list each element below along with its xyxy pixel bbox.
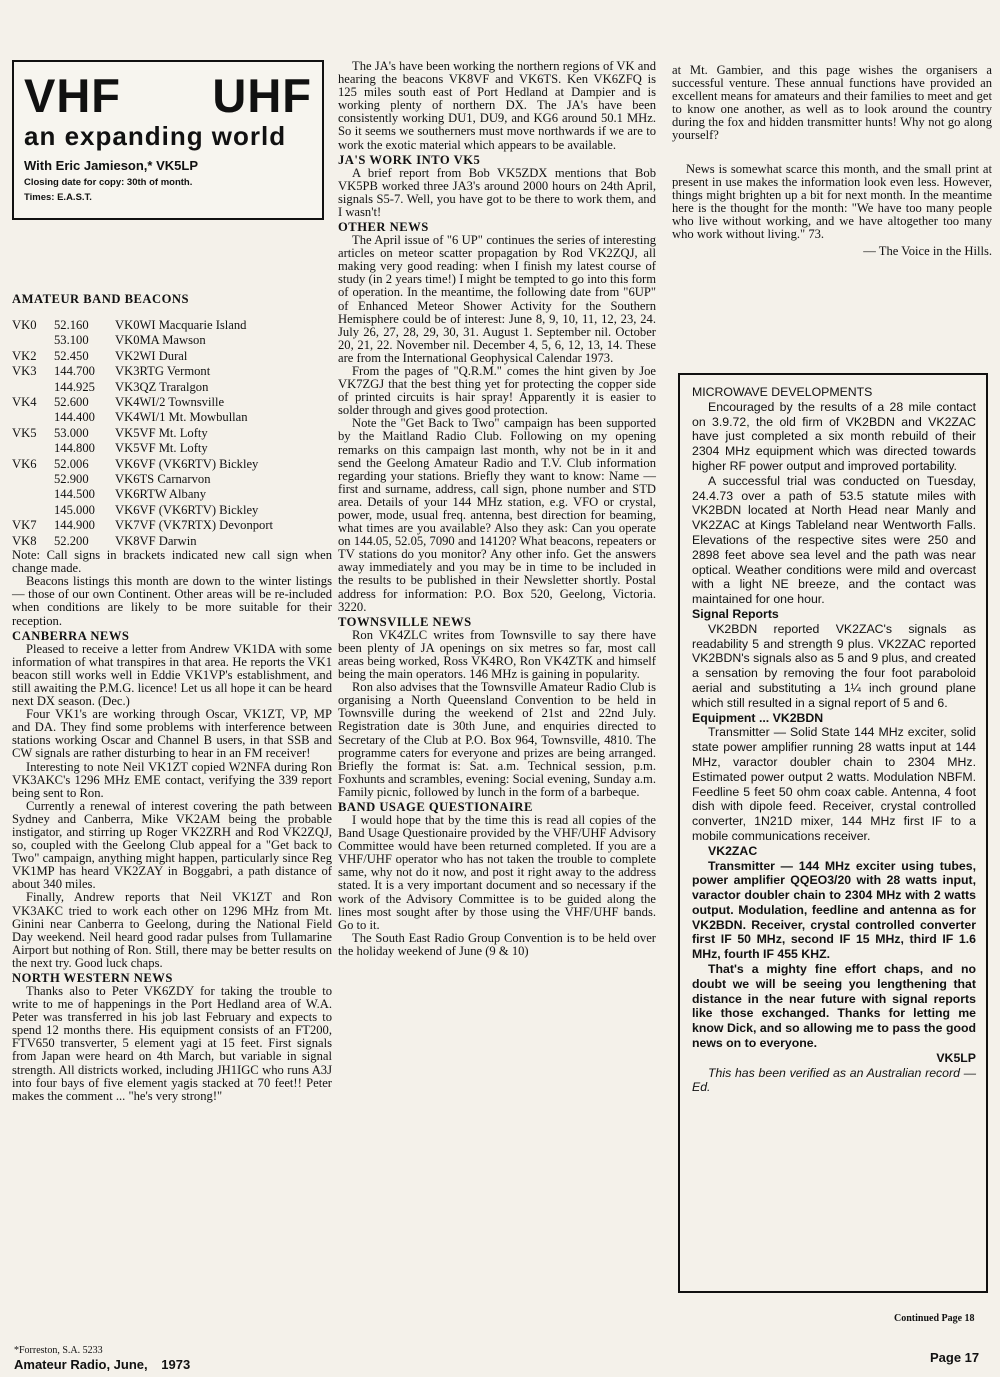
microwave-developments-box: [678, 373, 988, 1293]
beacon-area: [12, 441, 54, 456]
beacon-frequency: 144.925: [54, 379, 95, 394]
beacon-station: VK2WI Dural: [115, 348, 188, 363]
beacon-area: [12, 503, 54, 518]
northwest-paragraph-1: Thanks also to Peter VK6ZDY for taking the trouble to write to me of happenings in the Port Hedland area of W.A. Peter was transferred in his job last February and expects to spend 12 months there. His equipment consists of an FT200, FTV650 transverter, 5 element yagi at 15 feet. First signals from Japan were heard on 4th March, but variable in signal strength. All districts worked, including JH1IGC who runs A3J into four bays of five element yagis stacked at 70 feet!! Peter makes the comment ... "he's very strong!": [12, 984, 332, 1103]
beacon-area: [12, 410, 54, 425]
microwave-paragraph-5: Transmitter — 144 MHz exciter using tubes, power amplifier QQEO3/20 with 28 watts input, varactor doubler chain to 2304 MHz with 2 watts output. Modulation, feedline and antenna as for VK2BDN. Receiver, crystal controlled converter first IF 50 MHz, second IF 15 MHz, third IF 1.6 MHz, fourth IF 455 KHZ.: [692, 858, 976, 962]
beacon-frequency: 52.160: [54, 318, 89, 332]
beacon-station: VK4WI/2 Townsville: [115, 395, 225, 410]
microwave-paragraph-6: That's a mighty fine effort chaps, and no doubt we will be seeing you lengthening that distance in the near future with signal reports like those exchanged. Thanks for letting me know Dick, and so allowing me to pass the good news on to everyone.: [692, 962, 976, 1051]
masthead-closing-date: Closing date for copy: 30th of month.: [24, 177, 193, 188]
beacon-area: VK8: [12, 533, 37, 548]
beacon-station: VK3QZ Traralgon: [115, 379, 209, 394]
masthead-byline: With Eric Jamieson,* VK5LP: [24, 158, 198, 173]
beacon-station: VK8VF Darwin: [115, 533, 197, 548]
beacon-area: [12, 380, 54, 395]
beacon-row: [12, 457, 332, 472]
beacon-frequency: 52.200: [54, 533, 89, 548]
col2-paragraph-7: I would hope that by the time this is read all copies of the Band Usage Questionaire provided by the VHF/UHF Advisory Committee would have been returned completed. If you are a VHF/UHF operator who has not taken the trouble to complete same, why not do it now, and post it right away to the address stated. It is a very important document and so necessary if the work of the Advisory Committee is to be guided along the lines most sought after by those using the VHF/UHF bands. Go to it.: [338, 812, 656, 932]
masthead-times: Times: E.A.S.T.: [24, 192, 92, 203]
microwave-paragraph-4: Transmitter — Solid State 144 MHz exciter, solid state power amplifier running 28 watts input at 144 MHz, varactor doubler chain to 2304 MHz. Estimated power output 2 watts. Modulation NBFM. Feedline 5 feet 50 ohm coax cable. Antenna, 4 foot dish with dipole feed. Receiver, crystal controlled converter, 1N21D mixer, 144 MHz first IF to a mobile communications receiver.: [692, 725, 976, 843]
beacon-station: VK4WI/1 Mt. Mowbullan: [115, 410, 248, 425]
beacon-area: VK4: [12, 395, 37, 410]
footer-publication: Amateur Radio, June,: [14, 1357, 148, 1372]
townsville-heading: TOWNSVILLE NEWS: [338, 614, 472, 629]
footer-year: 1973: [161, 1357, 191, 1372]
col2-paragraph-2: The April issue of "6 UP" continues the series of interesting articles on meteor scatter propagation by Rod VK2ZQJ, all making very good reading: when I finish my latest course of study (in 2 years time!) I might be tempted to go into this form of operation. In the meantime, the following date from "6UP" of Enhanced Meteor Shower Activity for the Southern Hemisphere could be of interest: June 8, 9, 10, 11, 12, 23, 24. July 26, 27, 28, 29, 30, 31. August 1. September nil. October 20, 21, 22. November nil. December 4, 5, 6, 12, 13, 14. These are from the International Geophysical Calendar 1973.: [338, 233, 656, 365]
beacon-frequency: 52.450: [54, 348, 89, 363]
canberra-paragraph-1: Pleased to receive a letter from Andrew VK1DA with some information of what transpires in that area. He reports the VK1 beacon still works well in Eddie VK1VP's establishment, and still awaiting the P.M.G. licence! Let us all hope it can be heard next DX season. (Dec.): [12, 641, 332, 709]
column-2: [338, 60, 656, 958]
beacon-area: VK0: [12, 318, 37, 332]
beacon-station: VK3RTG Vermont: [115, 364, 211, 379]
col2-paragraph-0: The JA's have been working the northern regions of VK and hearing the beacons VK8VF and VK6TS. Ken VK6ZFQ is 125 miles south east of Port Hedland at Dampier and is working plenty of northern DX. The JA's have been consistently working DU1, DU9, and KG6 around 50.1 MHz. So it seems we southerners must move northwards if we are to work the exotic material which appears to be available.: [338, 59, 656, 152]
microwave-signature: VK5LP: [936, 1050, 976, 1065]
microwave-paragraph-1: Encouraged by the results of a 28 mile contact on 3.9.72, the old firm of VK2BDN and VK2ZAC have just completed a six month rebuild of their 2304 MHz equipment which was directed towards higher RF power output and improved portability.: [692, 399, 976, 473]
beacon-table: [12, 318, 332, 549]
column-3: [672, 64, 992, 258]
beacons-heading: AMATEUR BAND BEACONS: [12, 292, 189, 306]
beacon-row: [12, 380, 332, 395]
beacon-frequency: 144.400: [54, 410, 95, 425]
beacon-frequency: 52.600: [54, 395, 89, 410]
col2-paragraph-5: Ron VK4ZLC writes from Townsville to say there have been plenty of JA openings on six metres so far, most call areas being worked, Ross VK4RO, Ron VK4ZTK and himself being the main operators. 146 MHz is gaining in popularity.: [338, 627, 656, 682]
beacons-paragraph: Beacons listings this month are down to the winter listings — those of our own Continent. Other areas will be re-included when conditions are likely to be more suitable for their reception.: [12, 574, 332, 628]
beacon-area: VK5: [12, 425, 37, 440]
editor-note: This has been verified as an Australian record — Ed.: [692, 1065, 976, 1095]
canberra-paragraph-2: Four VK1's are working through Oscar, VK1ZT, VP, MP and DA. They find some problems with interference between stations working Oscar and Channel B users, in that SSB and CW signals are rather disturbing to hear in an FM receiver!: [12, 707, 332, 761]
footer-publication-line: [14, 1357, 190, 1372]
col2-paragraph-1: A brief report from Bob VK5ZDX mentions that Bob VK5PB worked three JA3's around 2000 hours on 24th April, signals S5-7. Well, you have got to be there to work them, and I wasn't!: [338, 165, 656, 219]
beacons-section: [12, 549, 332, 1103]
beacon-area: VK7: [12, 518, 37, 533]
canberra-paragraph-3: Interesting to note Neil VK1ZT copied W2NFA during Ron VK3AKC's 1296 MHz EME contact, verifying the 339 report being sent to Ron.: [12, 759, 332, 800]
band-usage-heading: BAND USAGE QUESTIONAIRE: [338, 799, 533, 814]
northwest-heading: NORTH WESTERN NEWS: [12, 971, 173, 985]
beacon-row: [12, 410, 332, 425]
col2-paragraph-8: The South East Radio Group Convention is to be held over the holiday weekend of June (9 & 10): [338, 930, 656, 958]
masthead-title-vhf: VHF: [24, 69, 121, 122]
beacon-row: [12, 333, 332, 348]
beacon-frequency: 53.000: [54, 425, 89, 440]
beacon-station: VK7VF (VK7RTX) Devonport: [115, 518, 274, 533]
beacon-area: [12, 333, 54, 348]
beacon-row: [12, 503, 332, 518]
beacon-area: [12, 487, 54, 502]
beacon-frequency: 53.100: [54, 333, 89, 348]
col2-paragraph-4: Note the "Get Back to Two" campaign has been supported by the Maitland Radio Club. Following on my opening remarks on this campaign last month, why not be in it and send the Geelong Amateur Radio and T.V. Club information regarding your stations. Briefly they want to know: Name — first and surname, address, call sign, phone number and STD area. Details of your 144 MHz station, e.g. VFO or crystal, power, mode, usual freq. antenna, best direction for beaming, what times are you available? Also they ask: Can you operate on 144.05, 52.05, 7090 and 14120? What beacons, repeaters or TV stations do you monitor? Any other info. Get the answers away immediately and you may be in time to be included in the results to be published in their Newsletter shortly. Postal address for information: P.O. Box 520, Geelong, Victoria. 3220.: [338, 416, 656, 614]
beacon-area: VK2: [12, 348, 37, 363]
microwave-paragraph-3: VK2BDN reported VK2ZAC's signals as readability 5 and strength 9 plus. VK2ZAC reported VK2BDN's signals also as 5 and 9 plus, and created a sensation by removing the four foot paraboloid aerial and substituting a 1¼ inch ground plane which still resulted in a signal report of 5 and 6.: [692, 621, 976, 710]
beacon-row: [12, 487, 332, 502]
beacon-area: VK6: [12, 456, 37, 471]
beacon-station: VK6RTW Albany: [115, 487, 207, 502]
other-news-heading: OTHER NEWS: [338, 220, 429, 235]
beacon-row: [12, 426, 332, 441]
masthead-box: [12, 60, 324, 220]
beacon-frequency: 144.700: [54, 364, 95, 379]
masthead-title-uhf: UHF: [212, 69, 312, 122]
canberra-heading: CANBERRA NEWS: [12, 628, 130, 643]
beacons-note: Note: Call signs in brackets indicated new call sign when change made.: [12, 548, 332, 576]
beacon-area: [12, 472, 54, 487]
beacon-row: [12, 349, 332, 364]
beacon-frequency: 144.900: [54, 518, 95, 533]
page-number: Page 17: [930, 1350, 980, 1365]
beacon-row: [12, 441, 332, 456]
column-1: [12, 291, 332, 1103]
beacon-row: [12, 472, 332, 487]
beacon-row: [12, 364, 332, 379]
col2-paragraph-3: From the pages of "Q.R.M." comes the hint given by Joe VK7ZGJ that the best thing yet for protecting the copper side of printed circuits is hair spray! Apparently it is easier to solder through and gives good protection.: [338, 363, 656, 418]
beacon-row: [12, 518, 332, 533]
vk2zac-heading: VK2ZAC: [708, 843, 758, 858]
beacon-station: VK5VF Mt. Lofty: [115, 441, 208, 456]
signal-reports-heading: Signal Reports: [692, 606, 779, 621]
beacon-frequency: 145.000: [54, 502, 95, 517]
beacon-row: [12, 318, 332, 333]
beacon-row: [12, 395, 332, 410]
microwave-heading: MICROWAVE DEVELOPMENTS: [692, 385, 873, 399]
beacon-station: VK0WI Macquarie Island: [115, 318, 247, 332]
canberra-paragraph-4: Currently a renewal of interest covering the path between Sydney and Canberra, Mike VK2AM being the probable instigator, and stirring up Roger VK2ZRH and Rod VK2ZQJ, so, coupled with the Geelong Club appeal for a "Get back to Two" campaign, anything might happen, particularly since Reg VK1MP has heard VK2ZAY in Boggabri, a path distance of about 340 miles.: [12, 798, 332, 892]
beacon-station: VK6TS Carnarvon: [115, 472, 211, 487]
beacon-frequency: 52.900: [54, 472, 89, 487]
beacon-station: VK0MA Mawson: [115, 333, 206, 348]
microwave-paragraph-2: A successful trial was conducted on Tuesday, 24.4.73 over a path of 53.5 statute miles with VK2BDN located at North Head near Manly and VK2ZAC at Kings Tableland near Wentworth Falls. Elevations of the respective sites were 250 and 2898 feet above sea level and the path was near optical. Weather conditions were mild and overcast with a light NE breeze, and the contact was maintained for one hour.: [692, 473, 976, 607]
footnote: *Forreston, S.A. 5233: [14, 1345, 103, 1356]
beacon-frequency: 144.500: [54, 487, 95, 502]
equipment-vk2bdn-heading: Equipment ... VK2BDN: [692, 710, 824, 725]
beacon-area: VK3: [12, 364, 37, 379]
beacon-frequency: 52.006: [54, 456, 89, 471]
beacon-row: [12, 534, 332, 549]
beacon-frequency: 144.800: [54, 441, 95, 456]
beacon-station: VK6VF (VK6RTV) Bickley: [115, 502, 259, 517]
col3-paragraph-2: News is somewhat scarce this month, and the small print at present in use makes the information look even less. However, things might brighten up a bit for next month. In the meantime here is the thought for the month: "We have too many people who live without working, and we have altogether too many who work without living." 73.: [672, 161, 992, 242]
masthead-title: [24, 69, 312, 122]
col2-paragraph-6: Ron also advises that the Townsville Amateur Radio Club is organising a North Queensland Convention to be held in Townsville during the weekend of 21st and 22nd July. Registration date is 30th June, and enquiries directed to Secretary of the Club at P.O. Box 964, Townsville, 4810. The programme caters for everyone and prizes are being arranged. Briefly the format is: Sat. a.m. Technical session, p.m. Foxhunts and scrambles, evening: Social evening, Sunday a.m. Family picnic, followed by lunch in the form of a barbeque.: [338, 680, 656, 799]
canberra-paragraph-5: Finally, Andrew reports that Neil VK1ZT and Ron VK3AKC tried to work each other on 1296 MHz from Mt. Ginini near Canberra to Geelong, during the National Field Day weekend. Neil heard good radar pulses from Tullamarine Airport but nothing of Ron. Still, there may be better results on the next try. Good luck chaps.: [12, 890, 332, 970]
masthead-subtitle: an expanding world: [24, 121, 287, 151]
beacon-station: VK5VF Mt. Lofty: [115, 425, 208, 440]
continued-note: Continued Page 18: [894, 1313, 975, 1324]
beacon-station: VK6VF (VK6RTV) Bickley: [115, 456, 259, 471]
ja-vk5-heading: JA'S WORK INTO VK5: [338, 152, 481, 167]
col3-signature: — The Voice in the Hills.: [863, 244, 992, 259]
col3-paragraph-1: at Mt. Gambier, and this page wishes the organisers a successful venture. These annual functions have provided an excellent means for amateurs and their families to meet and get to know one another, as well as to look around the country during the fox and hidden transmitter hunts! Why not go along yourself?: [672, 63, 992, 143]
